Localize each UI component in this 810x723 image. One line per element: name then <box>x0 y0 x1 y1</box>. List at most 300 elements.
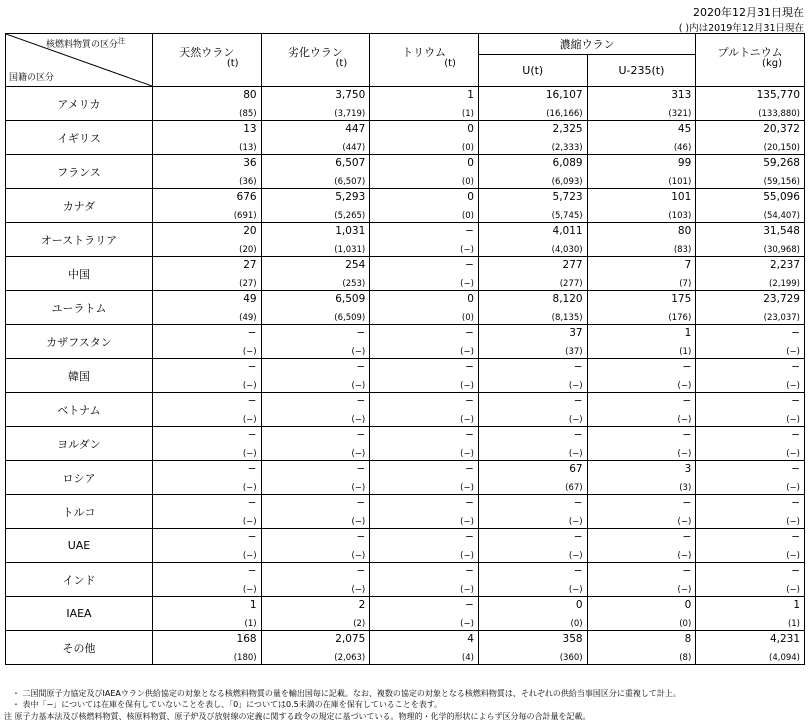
previous-value: (−) <box>242 551 257 561</box>
value-cell <box>152 121 261 155</box>
value-cell <box>478 563 587 597</box>
current-value: 1 <box>684 327 692 339</box>
value-cell <box>261 87 370 121</box>
value-cell <box>478 359 587 393</box>
current-value: − <box>247 531 257 543</box>
value-cell <box>587 631 696 665</box>
value-cell <box>696 529 805 563</box>
previous-value: (−) <box>460 483 474 493</box>
previous-value: (360) <box>559 653 583 663</box>
previous-value: (101) <box>668 177 692 187</box>
current-value: − <box>465 429 474 441</box>
value-cell <box>478 529 587 563</box>
value-cell <box>696 495 805 529</box>
current-value: 7 <box>684 259 692 271</box>
current-value: 6,089 <box>552 157 583 169</box>
country-name: ロシア <box>6 461 153 495</box>
value-cell <box>478 291 587 325</box>
value-cell <box>587 597 696 631</box>
value-cell <box>478 393 587 427</box>
previous-value: (6,093) <box>551 177 583 187</box>
previous-value: (−) <box>786 483 800 493</box>
previous-value: (4) <box>461 653 474 663</box>
current-value: − <box>247 395 257 407</box>
previous-value: (23,037) <box>763 313 800 323</box>
value-cell <box>261 461 370 495</box>
value-cell <box>370 529 479 563</box>
previous-value: (−) <box>351 517 366 527</box>
value-cell <box>261 359 370 393</box>
current-value: 0 <box>467 191 474 203</box>
previous-value: (0) <box>461 313 474 323</box>
previous-value: (321) <box>668 109 692 119</box>
table-row <box>6 155 805 189</box>
value-cell <box>152 495 261 529</box>
table-row <box>6 461 805 495</box>
previous-value: (13) <box>239 143 257 153</box>
current-value: 37 <box>569 327 583 339</box>
previous-value: (−) <box>568 517 583 527</box>
current-value: 0 <box>467 293 474 305</box>
country-name: カザフスタン <box>6 325 153 359</box>
previous-value: (−) <box>677 551 692 561</box>
current-value: − <box>465 463 474 475</box>
country-name: IAEA <box>6 597 153 631</box>
nuclear-material-table <box>5 33 805 665</box>
value-cell <box>261 121 370 155</box>
previous-value: (1) <box>787 619 800 629</box>
previous-value: (−) <box>351 551 366 561</box>
value-cell <box>696 257 805 291</box>
value-cell <box>261 155 370 189</box>
previous-value: (−) <box>460 517 474 527</box>
country-name: 中国 <box>6 257 153 291</box>
value-cell <box>478 121 587 155</box>
table-row <box>6 121 805 155</box>
previous-value: (−) <box>460 245 474 255</box>
value-cell <box>478 597 587 631</box>
current-value: 5,723 <box>552 191 583 203</box>
current-value: 20,372 <box>763 123 800 135</box>
current-value: − <box>682 497 692 509</box>
previous-value: (83) <box>673 245 692 255</box>
current-value: 676 <box>236 191 257 203</box>
previous-value: (49) <box>239 313 257 323</box>
value-cell <box>261 393 370 427</box>
current-value: − <box>682 395 692 407</box>
current-value: − <box>791 497 800 509</box>
current-value: − <box>573 395 583 407</box>
value-cell <box>696 223 805 257</box>
corner-header <box>6 34 153 87</box>
previous-value: (8) <box>679 653 692 663</box>
current-value: − <box>465 259 474 271</box>
value-cell <box>587 325 696 359</box>
country-name: イギリス <box>6 121 153 155</box>
current-value: − <box>791 463 800 475</box>
value-cell <box>152 87 261 121</box>
value-cell <box>478 325 587 359</box>
previous-value: (−) <box>460 347 474 357</box>
current-value: 3,750 <box>335 89 366 101</box>
previous-value: (253) <box>342 279 366 289</box>
col-plutonium: プルトニウム (kg) <box>696 34 805 87</box>
country-name: UAE <box>6 529 153 563</box>
previous-value: (−) <box>677 449 692 459</box>
value-cell <box>587 393 696 427</box>
previous-value: (−) <box>242 517 257 527</box>
previous-value: (−) <box>351 585 366 595</box>
table-row <box>6 325 805 359</box>
value-cell <box>587 359 696 393</box>
previous-value: (−) <box>786 551 800 561</box>
value-cell <box>478 189 587 223</box>
current-value: 447 <box>345 123 366 135</box>
current-value: 45 <box>677 123 692 135</box>
value-cell <box>587 257 696 291</box>
value-cell <box>261 189 370 223</box>
current-value: − <box>791 361 800 373</box>
previous-value: (−) <box>460 279 474 289</box>
previous-value: (4,030) <box>551 245 583 255</box>
current-value: − <box>791 565 800 577</box>
country-name: その他 <box>6 631 153 665</box>
previous-value: (2,333) <box>551 143 583 153</box>
value-cell <box>370 223 479 257</box>
value-cell <box>152 461 261 495</box>
previous-value: (−) <box>460 551 474 561</box>
previous-value: (2,063) <box>334 653 366 663</box>
current-value: − <box>247 463 257 475</box>
table-row <box>6 223 805 257</box>
previous-value: (−) <box>460 381 474 391</box>
current-value: − <box>465 497 474 509</box>
value-cell <box>370 563 479 597</box>
current-value: − <box>247 327 257 339</box>
current-value: 8 <box>684 633 692 645</box>
current-value: 23,729 <box>763 293 800 305</box>
current-value: 254 <box>345 259 366 271</box>
current-value: 5,293 <box>335 191 366 203</box>
previous-year-note: ( )内は2019年12月31日現在 <box>678 23 804 34</box>
current-value: − <box>573 497 583 509</box>
previous-value: (−) <box>677 585 692 595</box>
value-cell <box>478 427 587 461</box>
col-thorium: トリウム (t) <box>370 34 479 87</box>
table-row <box>6 529 805 563</box>
current-value: − <box>573 361 583 373</box>
value-cell <box>152 597 261 631</box>
value-cell <box>370 359 479 393</box>
country-name: オーストラリア <box>6 223 153 257</box>
country-name: ベトナム <box>6 393 153 427</box>
previous-value: (−) <box>242 381 257 391</box>
previous-value: (−) <box>568 449 583 459</box>
previous-value: (0) <box>461 143 474 153</box>
value-cell <box>370 325 479 359</box>
current-value: − <box>356 327 366 339</box>
previous-value: (27) <box>239 279 257 289</box>
value-cell <box>261 325 370 359</box>
note-marker: 注 <box>118 37 126 45</box>
previous-value: (−) <box>242 585 257 595</box>
value-cell <box>370 87 479 121</box>
value-cell <box>478 495 587 529</box>
value-cell <box>587 495 696 529</box>
current-value: − <box>465 395 474 407</box>
value-cell <box>587 155 696 189</box>
current-value: 6,509 <box>335 293 366 305</box>
previous-value: (−) <box>786 585 800 595</box>
current-value: 0 <box>684 599 692 611</box>
current-value: 0 <box>467 123 474 135</box>
value-cell <box>587 87 696 121</box>
value-cell <box>696 393 805 427</box>
country-name: フランス <box>6 155 153 189</box>
value-cell <box>696 597 805 631</box>
current-value: − <box>247 497 257 509</box>
previous-value: (−) <box>242 449 257 459</box>
value-cell <box>370 189 479 223</box>
value-cell <box>370 257 479 291</box>
current-value: − <box>573 565 583 577</box>
previous-value: (−) <box>568 415 583 425</box>
value-cell <box>261 223 370 257</box>
current-value: 4,231 <box>769 633 800 645</box>
value-cell <box>152 223 261 257</box>
table-row <box>6 87 805 121</box>
previous-value: (−) <box>242 415 257 425</box>
value-cell <box>261 563 370 597</box>
value-cell <box>370 461 479 495</box>
value-cell <box>696 189 805 223</box>
previous-value: (0) <box>461 211 474 221</box>
value-cell <box>696 563 805 597</box>
footnote-2: ・ 表中「−」については在庫を保有していないことを表し、「0」については0.5未満の在庫を保有していることを表す。 <box>12 700 443 709</box>
country-name: トルコ <box>6 495 153 529</box>
value-cell <box>696 325 805 359</box>
previous-value: (−) <box>351 347 366 357</box>
current-value: 67 <box>569 463 583 475</box>
value-cell <box>478 223 587 257</box>
country-name: アメリカ <box>6 87 153 121</box>
current-value: − <box>356 395 366 407</box>
current-value: 99 <box>677 157 692 169</box>
previous-value: (8,135) <box>551 313 583 323</box>
previous-value: (16,166) <box>546 109 583 119</box>
table-row <box>6 257 805 291</box>
previous-value: (5,745) <box>551 211 583 221</box>
value-cell <box>370 631 479 665</box>
table-row <box>6 393 805 427</box>
previous-value: (691) <box>233 211 257 221</box>
value-cell <box>370 155 479 189</box>
previous-value: (20,150) <box>763 143 800 153</box>
current-value: − <box>682 429 692 441</box>
previous-value: (180) <box>233 653 257 663</box>
previous-value: (1) <box>244 619 257 629</box>
previous-value: (67) <box>565 483 583 493</box>
footnote-1: ・ 二国間原子力協定及びIAEAウラン供給協定の対象となる核燃料物質の量を輸出国毎に記載。なお、複数の協定の対象となる核燃料物質は、それぞれの供給当事国区分に重複して計上。 <box>12 689 681 698</box>
current-value: 16,107 <box>545 89 583 101</box>
current-value: − <box>791 429 800 441</box>
value-cell <box>370 597 479 631</box>
previous-value: (37) <box>565 347 583 357</box>
previous-value: (−) <box>460 585 474 595</box>
previous-value: (−) <box>677 517 692 527</box>
value-cell <box>587 121 696 155</box>
previous-value: (176) <box>668 313 692 323</box>
previous-value: (277) <box>559 279 583 289</box>
value-cell <box>478 155 587 189</box>
value-cell <box>478 257 587 291</box>
value-cell <box>152 291 261 325</box>
previous-value: (46) <box>673 143 692 153</box>
previous-value: (−) <box>242 347 257 357</box>
previous-value: (−) <box>568 551 583 561</box>
current-value: 20 <box>243 225 257 237</box>
previous-value: (59,156) <box>763 177 800 187</box>
value-cell <box>696 87 805 121</box>
value-cell <box>370 121 479 155</box>
current-value: − <box>682 565 692 577</box>
previous-value: (6,507) <box>334 177 366 187</box>
current-value: 101 <box>671 191 692 203</box>
value-cell <box>152 359 261 393</box>
current-value: 13 <box>243 123 257 135</box>
current-value: − <box>356 361 366 373</box>
value-cell <box>696 155 805 189</box>
previous-value: (7) <box>679 279 692 289</box>
previous-value: (54,407) <box>763 211 800 221</box>
value-cell <box>370 495 479 529</box>
value-cell <box>152 631 261 665</box>
current-value: − <box>356 429 366 441</box>
current-value: − <box>791 395 800 407</box>
current-value: 3 <box>684 463 692 475</box>
previous-value: (−) <box>351 381 366 391</box>
current-value: − <box>791 327 800 339</box>
previous-value: (133,880) <box>758 109 800 119</box>
table-row <box>6 291 805 325</box>
current-value: 313 <box>671 89 692 101</box>
table-row <box>6 563 805 597</box>
col-natural-uranium: 天然ウラン (t) <box>152 34 261 87</box>
previous-value: (−) <box>786 415 800 425</box>
current-value: 4,011 <box>552 225 583 237</box>
previous-value: (−) <box>568 585 583 595</box>
value-cell <box>152 257 261 291</box>
country-name: カナダ <box>6 189 153 223</box>
value-cell <box>152 529 261 563</box>
country-name: ヨルダン <box>6 427 153 461</box>
current-value: 4 <box>467 633 474 645</box>
current-value: 2,325 <box>552 123 583 135</box>
value-cell <box>261 291 370 325</box>
current-value: 277 <box>562 259 583 271</box>
current-value: − <box>356 531 366 543</box>
col-enriched-u: U(t) <box>478 55 587 87</box>
value-cell <box>696 121 805 155</box>
previous-value: (1) <box>461 109 474 119</box>
value-cell <box>696 359 805 393</box>
current-value: 8,120 <box>552 293 583 305</box>
value-cell <box>478 461 587 495</box>
table-row <box>6 189 805 223</box>
value-cell <box>696 427 805 461</box>
value-cell <box>261 597 370 631</box>
current-value: 1 <box>793 599 800 611</box>
previous-value: (−) <box>351 449 366 459</box>
value-cell <box>152 563 261 597</box>
current-value: 168 <box>236 633 257 645</box>
col-enriched-uranium: 濃縮ウラン <box>478 34 695 55</box>
country-name: ユーラトム <box>6 291 153 325</box>
current-value: − <box>247 361 257 373</box>
previous-value: (−) <box>460 619 474 629</box>
previous-value: (30,968) <box>763 245 800 255</box>
previous-value: (−) <box>460 415 474 425</box>
current-value: − <box>682 361 692 373</box>
value-cell <box>261 529 370 563</box>
current-value: − <box>791 531 800 543</box>
value-cell <box>587 427 696 461</box>
current-value: 175 <box>671 293 692 305</box>
value-cell <box>478 631 587 665</box>
value-cell <box>152 155 261 189</box>
current-value: 59,268 <box>763 157 800 169</box>
current-value: 49 <box>243 293 257 305</box>
current-value: − <box>465 327 474 339</box>
current-value: − <box>465 599 474 611</box>
current-value: − <box>573 531 583 543</box>
country-name: 韓国 <box>6 359 153 393</box>
previous-value: (5,265) <box>334 211 366 221</box>
value-cell <box>587 223 696 257</box>
previous-value: (36) <box>239 177 257 187</box>
current-value: 1 <box>467 89 474 101</box>
current-value: 0 <box>467 157 474 169</box>
previous-value: (6,509) <box>334 313 366 323</box>
value-cell <box>587 189 696 223</box>
previous-value: (0) <box>570 619 583 629</box>
value-cell <box>152 427 261 461</box>
current-value: 358 <box>562 633 583 645</box>
previous-value: (−) <box>677 415 692 425</box>
current-value: − <box>356 463 366 475</box>
current-value: 2,237 <box>769 259 800 271</box>
table-row <box>6 495 805 529</box>
country-name: インド <box>6 563 153 597</box>
footnote-3: 注 原子力基本法及び核燃料物質、核原料物質、原子炉及び放射線の定義に関する政令の規定に基づいている。物理的・化学的形状によらず区分毎の合計量を記載。 <box>4 712 591 721</box>
value-cell <box>587 291 696 325</box>
col-depleted-uranium: 劣化ウラン (t) <box>261 34 370 87</box>
previous-value: (−) <box>351 415 366 425</box>
value-cell <box>696 291 805 325</box>
current-value: − <box>465 531 474 543</box>
current-value: 1 <box>249 599 257 611</box>
current-value: 1,031 <box>335 225 366 237</box>
table-row <box>6 427 805 461</box>
value-cell <box>152 393 261 427</box>
previous-value: (103) <box>668 211 692 221</box>
value-cell <box>261 257 370 291</box>
previous-value: (−) <box>786 347 800 357</box>
value-cell <box>370 393 479 427</box>
current-value: − <box>573 429 583 441</box>
previous-value: (−) <box>786 449 800 459</box>
material-category-label: 核燃料物質の区分$^注$ <box>46 37 126 50</box>
